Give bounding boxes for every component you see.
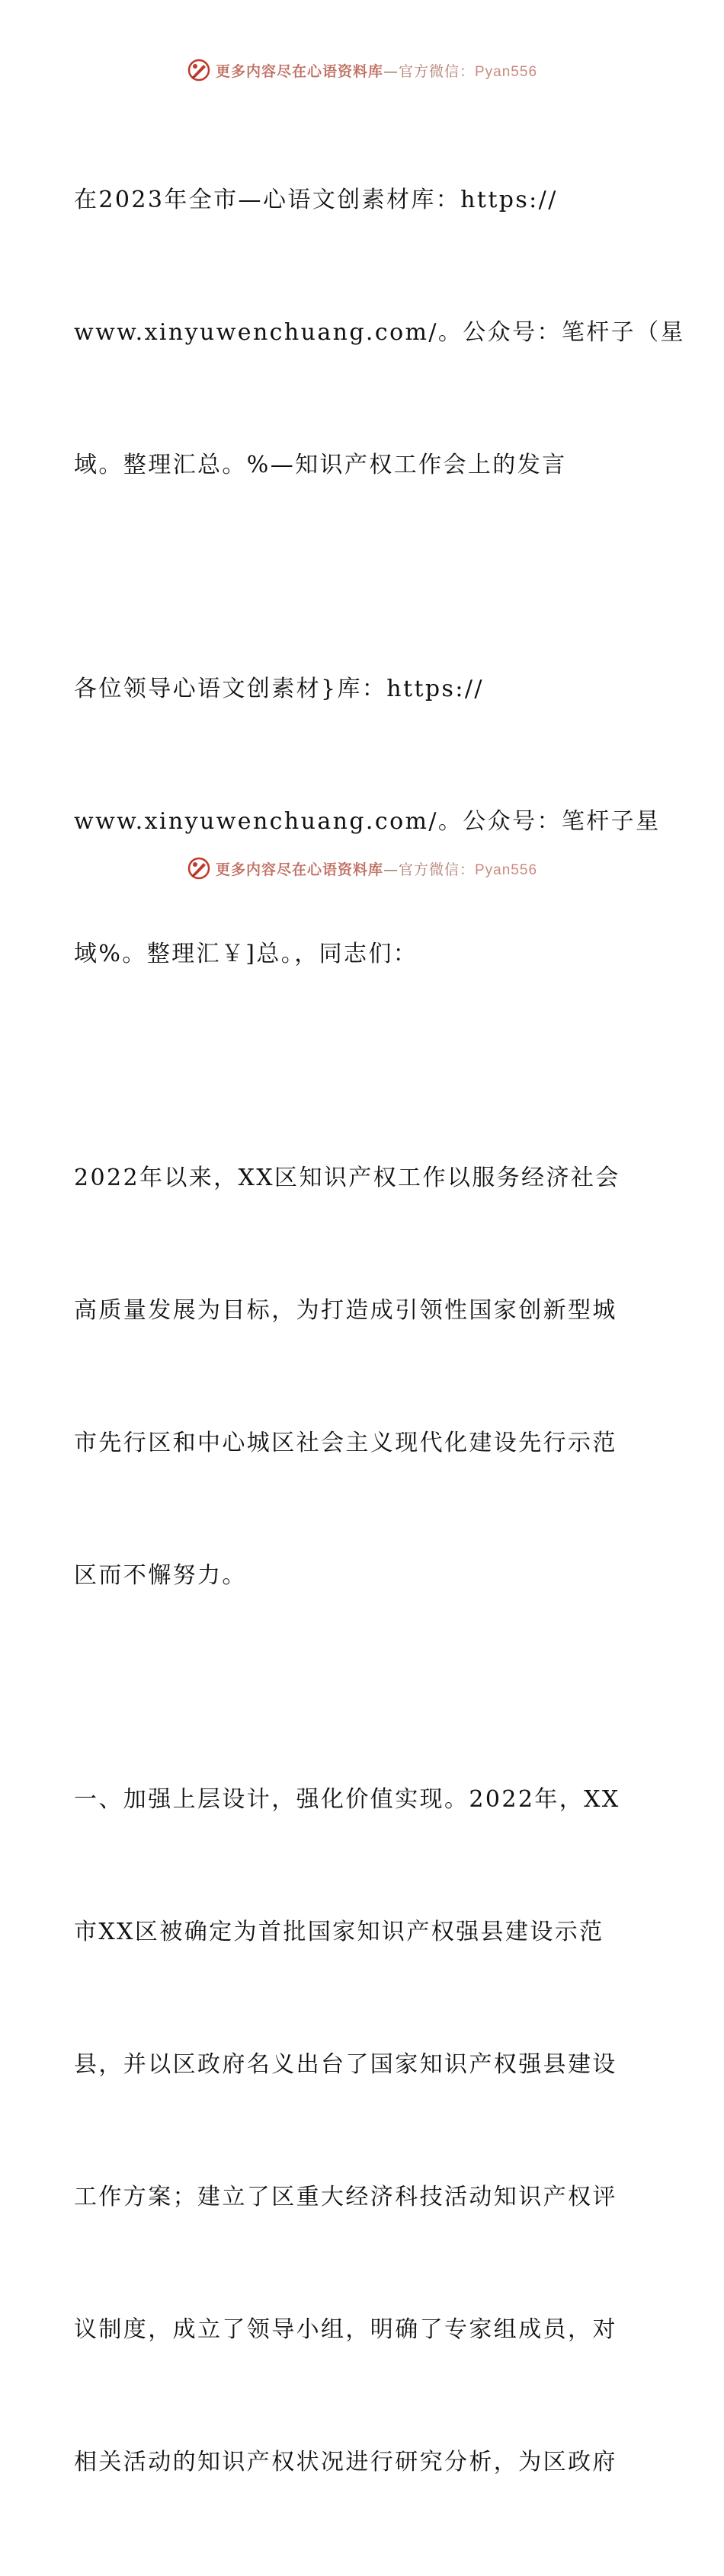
text-line: 区而不懈努力。 [74, 1562, 247, 1589]
text-line: 域%。整理汇￥]总。，同志们： [74, 941, 418, 967]
watermark-separator: — [383, 861, 399, 878]
paragraph-greeting [74, 579, 661, 1065]
watermark-main: 更多内容尽在心语资料库 [215, 62, 383, 80]
text-line: 在2023年全市—心语文创素材库：https:// [74, 187, 558, 213]
paragraph-section-one [74, 1689, 653, 2573]
watermark-sub: 官方微信： [398, 861, 475, 878]
text-line: 2022年以来，XX区知识产权工作以服务经济社会 [74, 1165, 620, 1191]
watermark-id: Pyan556 [475, 63, 538, 80]
paragraph-title [74, 90, 685, 576]
text-line: www.xinyuwenchuang.com/。公众号：笔杆子（星 [74, 319, 685, 346]
watermark-main: 更多内容尽在心语资料库 [215, 861, 383, 878]
text-line: 各位领导心语文创素材}库：https:// [74, 676, 484, 702]
paragraph-intro [74, 1068, 653, 1686]
footer-watermark [0, 853, 724, 884]
text-line: 县，并以区政府名义出台了国家知识产权强县建设 [74, 2051, 617, 2078]
text-line: 高质量发展为目标，为打造成引领性国家创新型城 [74, 1297, 617, 1324]
text-line: 相关活动的知识产权状况进行研究分析，为区政府 [74, 2449, 617, 2475]
text-line: 议制度，成立了领导小组，明确了专家组成员，对 [74, 2316, 617, 2343]
watermark-sub: 官方微信： [398, 62, 475, 80]
pen-logo-icon [187, 58, 211, 82]
text-line: 一、加强上层设计，强化价值实现。2022年，XX [74, 1786, 620, 1813]
text-line: www.xinyuwenchuang.com/。公众号：笔杆子星 [74, 808, 661, 835]
watermark-separator: — [383, 62, 399, 80]
text-line: 市先行区和中心城区社会主义现代化建设先行示范 [74, 1430, 617, 1456]
header-watermark [0, 55, 724, 85]
pen-logo-icon [187, 856, 211, 881]
text-line: 工作方案；建立了区重大经济科技活动知识产权评 [74, 2184, 617, 2210]
watermark-text [216, 858, 537, 879]
text-line: 域。整理汇总。%—知识产权工作会上的发言 [74, 452, 567, 478]
watermark-text [216, 60, 537, 81]
text-line: 市XX区被确定为首批国家知识产权强县建设示范 [74, 1919, 604, 1945]
watermark-id: Pyan556 [475, 861, 538, 878]
document-body [74, 90, 685, 2576]
